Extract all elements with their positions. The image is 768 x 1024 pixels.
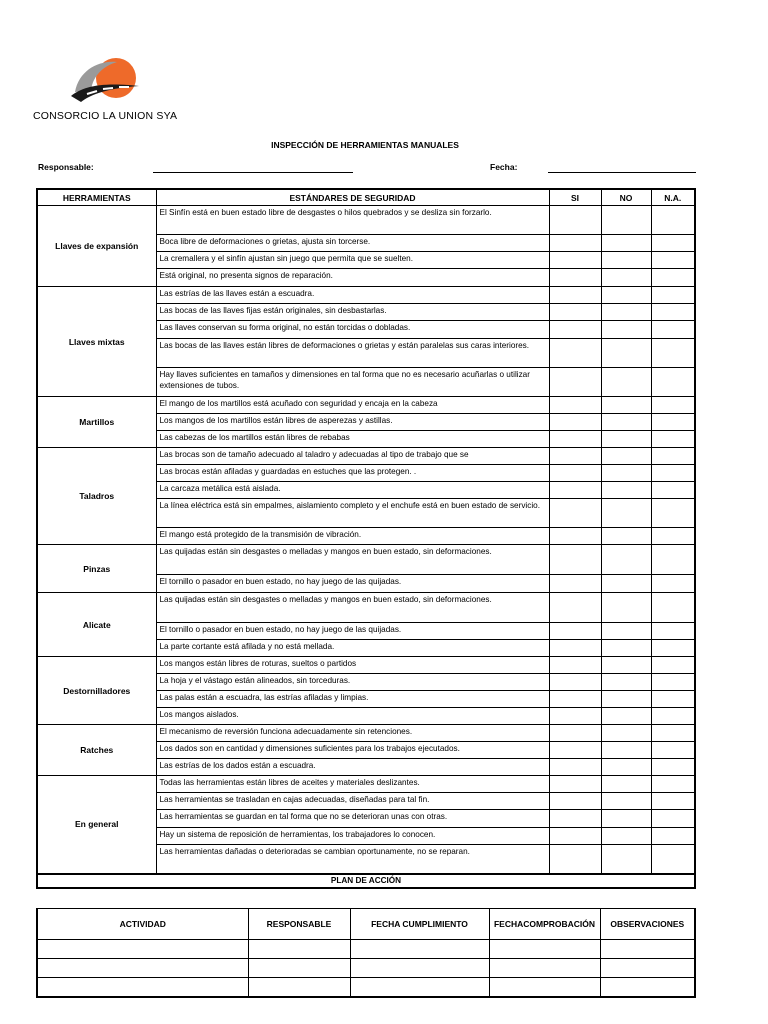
na-check-cell[interactable] — [651, 397, 695, 414]
no-check-cell[interactable] — [601, 623, 651, 640]
na-check-cell[interactable] — [651, 725, 695, 742]
no-check-cell[interactable] — [601, 845, 651, 874]
na-check-cell[interactable] — [651, 304, 695, 321]
plan-cell[interactable] — [489, 959, 600, 978]
checklist-row — [37, 287, 695, 304]
na-check-cell[interactable] — [651, 321, 695, 339]
plan-cell[interactable] — [248, 940, 350, 959]
checklist-row — [37, 545, 695, 575]
checklist-row — [37, 776, 695, 793]
si-check-cell[interactable] — [549, 431, 601, 448]
si-check-cell[interactable] — [549, 657, 601, 674]
na-check-cell[interactable] — [651, 845, 695, 874]
tool-name: Destornilladores — [37, 657, 156, 725]
na-check-cell[interactable] — [651, 499, 695, 528]
standard-text: Las quijadas están sin desgastes o melladas y mangos en buen estado, sin deformaciones. — [156, 593, 549, 623]
na-check-cell[interactable] — [651, 708, 695, 725]
na-check-cell[interactable] — [651, 575, 695, 593]
tool-name: Pinzas — [37, 545, 156, 593]
no-check-cell[interactable] — [601, 742, 651, 759]
standard-text: La cremallera y el sinfín ajustan sin juego que permita que se suelten. — [156, 252, 549, 269]
no-check-cell[interactable] — [601, 431, 651, 448]
standard-text: Está original, no presenta signos de reparación. — [156, 269, 549, 287]
plan-column-header: RESPONSABLE — [248, 909, 350, 940]
si-check-cell[interactable] — [549, 499, 601, 528]
no-check-cell[interactable] — [601, 725, 651, 742]
na-check-cell[interactable] — [651, 368, 695, 397]
no-check-cell[interactable] — [601, 269, 651, 287]
si-check-cell[interactable] — [549, 339, 601, 368]
company-name: CONSORCIO LA UNION SYA — [33, 110, 178, 122]
no-check-cell[interactable] — [601, 793, 651, 810]
no-check-cell[interactable] — [601, 206, 651, 235]
no-check-cell[interactable] — [601, 828, 651, 845]
na-check-cell[interactable] — [651, 742, 695, 759]
standard-text: El mango está protegido de la transmisión de vibración. — [156, 528, 549, 545]
si-check-cell[interactable] — [549, 742, 601, 759]
plan-title: PLAN DE ACCIÓN — [37, 874, 695, 888]
tool-name: Llaves de expansión — [37, 206, 156, 287]
no-check-cell[interactable] — [601, 708, 651, 725]
no-check-cell[interactable] — [601, 776, 651, 793]
checklist-row — [37, 448, 695, 465]
si-check-cell[interactable] — [549, 414, 601, 431]
si-check-cell[interactable] — [549, 810, 601, 828]
si-check-cell[interactable] — [549, 575, 601, 593]
no-check-cell[interactable] — [601, 593, 651, 623]
si-check-cell[interactable] — [549, 674, 601, 691]
plan-cell[interactable] — [37, 959, 248, 978]
si-check-cell[interactable] — [549, 845, 601, 874]
si-check-cell[interactable] — [549, 593, 601, 623]
tool-name: Martillos — [37, 397, 156, 448]
logo-mark-icon — [69, 56, 141, 104]
na-check-cell[interactable] — [651, 235, 695, 252]
si-header: SI — [549, 189, 601, 206]
no-check-cell[interactable] — [601, 304, 651, 321]
no-check-cell[interactable] — [601, 640, 651, 657]
no-check-cell[interactable] — [601, 321, 651, 339]
na-check-cell[interactable] — [651, 482, 695, 499]
si-check-cell[interactable] — [549, 397, 601, 414]
na-check-cell[interactable] — [651, 252, 695, 269]
plan-row — [37, 940, 695, 959]
company-logo — [33, 56, 193, 126]
document-title: INSPECCIÓN DE HERRAMIENTAS MANUALES — [271, 140, 459, 150]
standard-text: La parte cortante está afilada y no está mellada. — [156, 640, 549, 657]
tool-name: En general — [37, 776, 156, 874]
no-check-cell[interactable] — [601, 397, 651, 414]
si-check-cell[interactable] — [549, 206, 601, 235]
no-check-cell[interactable] — [601, 235, 651, 252]
si-check-cell[interactable] — [549, 691, 601, 708]
plan-column-header: ACTIVIDAD — [37, 909, 248, 940]
tool-name: Llaves mixtas — [37, 287, 156, 397]
standard-text: La hoja y el vástago están alineados, sin torceduras. — [156, 674, 549, 691]
standard-text: El Sinfín está en buen estado libre de desgastes o hilos quebrados y se desliza sin forzarlo. — [156, 206, 549, 235]
plan-row — [37, 978, 695, 998]
standard-text: Las brocas están afiladas y guardadas en estuches que las protegen. . — [156, 465, 549, 482]
standard-text: El tornillo o pasador en buen estado, no hay juego de las quijadas. — [156, 623, 549, 640]
si-check-cell[interactable] — [549, 545, 601, 575]
na-check-cell[interactable] — [651, 269, 695, 287]
na-check-cell[interactable] — [651, 776, 695, 793]
na-check-cell[interactable] — [651, 287, 695, 304]
na-check-cell[interactable] — [651, 593, 695, 623]
na-check-cell[interactable] — [651, 759, 695, 776]
si-check-cell[interactable] — [549, 640, 601, 657]
checklist-row — [37, 397, 695, 414]
checklist-row — [37, 593, 695, 623]
no-header: NO — [601, 189, 651, 206]
responsable-label: Responsable: — [38, 162, 94, 172]
plan-cell[interactable] — [489, 978, 600, 998]
no-check-cell[interactable] — [601, 339, 651, 368]
standard-text: Los mangos de los martillos están libres de asperezas y astillas. — [156, 414, 549, 431]
si-check-cell[interactable] — [549, 235, 601, 252]
na-check-cell[interactable] — [651, 528, 695, 545]
no-check-cell[interactable] — [601, 448, 651, 465]
standard-text: Las brocas son de tamaño adecuado al taladro y adecuadas al tipo de trabajo que se — [156, 448, 549, 465]
fecha-field[interactable] — [548, 172, 696, 173]
no-check-cell[interactable] — [601, 252, 651, 269]
plan-cell[interactable] — [350, 940, 489, 959]
checklist-row — [37, 206, 695, 235]
standards-header: ESTÁNDARES DE SEGURIDAD — [156, 189, 549, 206]
na-check-cell[interactable] — [651, 793, 695, 810]
si-check-cell[interactable] — [549, 528, 601, 545]
standard-text: Las estrías de los dados están a escuadra. — [156, 759, 549, 776]
fecha-label: Fecha: — [490, 162, 518, 172]
no-check-cell[interactable] — [601, 482, 651, 499]
si-check-cell[interactable] — [549, 269, 601, 287]
si-check-cell[interactable] — [549, 465, 601, 482]
plan-cell[interactable] — [37, 940, 248, 959]
plan-cell[interactable] — [350, 959, 489, 978]
plan-cell[interactable] — [248, 978, 350, 998]
no-check-cell[interactable] — [601, 657, 651, 674]
standard-text: El tornillo o pasador en buen estado, no hay juego de las quijadas. — [156, 575, 549, 593]
standard-text: Boca libre de deformaciones o grietas, ajusta sin torcerse. — [156, 235, 549, 252]
plan-column-header: OBSERVACIONES — [600, 909, 695, 940]
checklist-row — [37, 725, 695, 742]
no-check-cell[interactable] — [601, 368, 651, 397]
standard-text: Las herramientas se guardan en tal forma que no se deterioran unas con otras. — [156, 810, 549, 828]
si-check-cell[interactable] — [549, 287, 601, 304]
standard-text: Las llaves conservan su forma original, no están torcidas o dobladas. — [156, 321, 549, 339]
si-check-cell[interactable] — [549, 482, 601, 499]
si-check-cell[interactable] — [549, 793, 601, 810]
standard-text: Las bocas de las llaves están libres de deformaciones o grietas y están paralelas sus caras interiores. — [156, 339, 549, 368]
no-check-cell[interactable] — [601, 499, 651, 528]
standard-text: Los dados son en cantidad y dimensiones suficientes para los trabajos ejecutados. — [156, 742, 549, 759]
standard-text: Las herramientas dañadas o deterioradas se cambian oportunamente, no se reparan. — [156, 845, 549, 874]
no-check-cell[interactable] — [601, 287, 651, 304]
standard-text: Las palas están a escuadra, las estrías afiladas y limpias. — [156, 691, 549, 708]
tool-name: Ratches — [37, 725, 156, 776]
no-check-cell[interactable] — [601, 465, 651, 482]
na-check-cell[interactable] — [651, 545, 695, 575]
standard-text: El mecanismo de reversión funciona adecuadamente sin retenciones. — [156, 725, 549, 742]
si-check-cell[interactable] — [549, 304, 601, 321]
na-check-cell[interactable] — [651, 640, 695, 657]
tool-name: Alicate — [37, 593, 156, 657]
na-check-cell[interactable] — [651, 691, 695, 708]
plan-cell[interactable] — [600, 959, 695, 978]
no-check-cell[interactable] — [601, 810, 651, 828]
si-check-cell[interactable] — [549, 725, 601, 742]
na-check-cell[interactable] — [651, 810, 695, 828]
plan-cell[interactable] — [600, 978, 695, 998]
standard-text: Las herramientas se trasladan en cajas adecuadas, diseñadas para tal fin. — [156, 793, 549, 810]
plan-cell[interactable] — [37, 978, 248, 998]
plan-cell[interactable] — [248, 959, 350, 978]
standard-text: Los mangos aislados. — [156, 708, 549, 725]
na-check-cell[interactable] — [651, 828, 695, 845]
si-check-cell[interactable] — [549, 759, 601, 776]
standard-text: Hay un sistema de reposición de herramientas, los trabajadores lo conocen. — [156, 828, 549, 845]
no-check-cell[interactable] — [601, 759, 651, 776]
si-check-cell[interactable] — [549, 708, 601, 725]
na-check-cell[interactable] — [651, 448, 695, 465]
si-check-cell[interactable] — [549, 321, 601, 339]
si-check-cell[interactable] — [549, 252, 601, 269]
si-check-cell[interactable] — [549, 828, 601, 845]
plan-row — [37, 959, 695, 978]
plan-cell[interactable] — [600, 940, 695, 959]
tools-header: HERRAMIENTAS — [37, 189, 156, 206]
tool-name: Taladros — [37, 448, 156, 545]
na-check-cell[interactable] — [651, 431, 695, 448]
standard-text: La carcaza metálica está aislada. — [156, 482, 549, 499]
standard-text: Las bocas de las llaves fijas están originales, sin desbastarlas. — [156, 304, 549, 321]
na-check-cell[interactable] — [651, 465, 695, 482]
plan-column-header: FECHA CUMPLIMIENTO — [350, 909, 489, 940]
si-check-cell[interactable] — [549, 448, 601, 465]
na-check-cell[interactable] — [651, 339, 695, 368]
si-check-cell[interactable] — [549, 368, 601, 397]
inspection-checklist — [36, 188, 696, 889]
standard-text: Hay llaves suficientes en tamaños y dimensiones en tal forma que no es necesario acuñarlas o utilizar extensiones de tubos. — [156, 368, 549, 397]
no-check-cell[interactable] — [601, 545, 651, 575]
na-check-cell[interactable] — [651, 206, 695, 235]
standard-text: El mango de los martillos está acuñado con seguridad y encaja en la cabeza — [156, 397, 549, 414]
no-check-cell[interactable] — [601, 674, 651, 691]
no-check-cell[interactable] — [601, 575, 651, 593]
no-check-cell[interactable] — [601, 414, 651, 431]
plan-cell[interactable] — [350, 978, 489, 998]
standard-text: La línea eléctrica está sin empalmes, aislamiento completo y el enchufe está en buen estado de servicio. — [156, 499, 549, 528]
no-check-cell[interactable] — [601, 691, 651, 708]
checklist-row — [37, 657, 695, 674]
plan-cell[interactable] — [489, 940, 600, 959]
si-check-cell[interactable] — [549, 623, 601, 640]
na-check-cell[interactable] — [651, 414, 695, 431]
no-check-cell[interactable] — [601, 528, 651, 545]
si-check-cell[interactable] — [549, 776, 601, 793]
responsable-field[interactable] — [153, 172, 353, 173]
action-plan-table — [36, 908, 696, 998]
standard-text: Las quijadas están sin desgastes o melladas y mangos en buen estado, sin deformaciones. — [156, 545, 549, 575]
na-check-cell[interactable] — [651, 623, 695, 640]
standard-text: Las cabezas de los martillos están libres de rebabas — [156, 431, 549, 448]
na-header: N.A. — [651, 189, 695, 206]
na-check-cell[interactable] — [651, 674, 695, 691]
standard-text: Los mangos están libres de roturas, sueltos o partidos — [156, 657, 549, 674]
standard-text: Las estrías de las llaves están a escuadra. — [156, 287, 549, 304]
plan-column-header: FECHACOMPROBACIÓN — [489, 909, 600, 940]
na-check-cell[interactable] — [651, 657, 695, 674]
standard-text: Todas las herramientas están libres de aceites y materiales deslizantes. — [156, 776, 549, 793]
